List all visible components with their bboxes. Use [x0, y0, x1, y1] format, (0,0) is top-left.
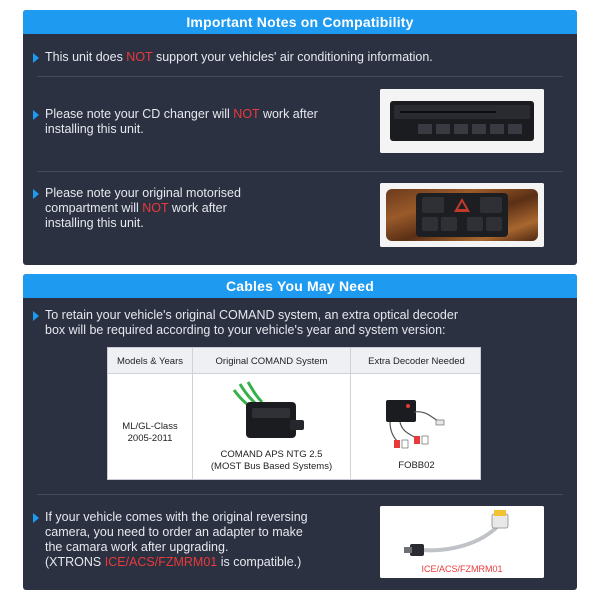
compatibility-header: Important Notes on Compatibility — [23, 10, 577, 34]
note-cd-changer: Please note your CD changer will NOT work after installing this unit. — [45, 107, 355, 137]
bullet-triangle-icon — [33, 513, 39, 523]
divider — [37, 494, 563, 495]
bullet-triangle-icon — [33, 189, 39, 199]
bullet-triangle-icon — [33, 53, 39, 63]
bullet-triangle-icon — [33, 110, 39, 120]
model-cell: ML/GL-Class 2005-2011 — [122, 421, 178, 444]
header-extra-decoder: Extra Decoder Needed — [368, 355, 465, 367]
header-original-system: Original COMAND System — [215, 355, 328, 367]
compartment-image — [380, 183, 544, 247]
cd-changer-image — [380, 89, 544, 153]
system-cell: COMAND APS NTG 2.5 (MOST Bus Based Systems) — [210, 449, 333, 472]
adapter-cable-image — [380, 506, 544, 578]
note-comand-decoder: To retain your vehicle's original COMAND system, an extra optical decoder box will be required according to your vehicle's year and system version: — [45, 308, 458, 338]
decoder-box-image — [380, 392, 452, 450]
adapter-label: ICE/ACS/FZMRM01 — [421, 564, 503, 574]
cables-panel — [23, 274, 577, 590]
compatibility-panel — [23, 10, 577, 265]
compatibility-table — [107, 347, 481, 480]
divider — [37, 76, 563, 77]
bullet-triangle-icon — [33, 311, 39, 321]
note-reversing-camera: If your vehicle comes with the original reversing camera, you need to order an adapter to make the camara work after upgrading. (XTRONS ICE/ACS/FZMRM01 is compatible.) — [45, 510, 365, 570]
comand-connector-image — [226, 380, 318, 446]
header-models-years: Models & Years — [116, 355, 183, 367]
cables-header: Cables You May Need — [23, 274, 577, 298]
divider — [37, 171, 563, 172]
note-air-conditioning: This unit does NOT support your vehicles' air conditioning information. — [45, 50, 433, 65]
decoder-cell: FOBB02 — [398, 460, 435, 471]
note-motorised-compartment: Please note your original motorised compartment will NOT work after installing this unit. — [45, 186, 345, 231]
